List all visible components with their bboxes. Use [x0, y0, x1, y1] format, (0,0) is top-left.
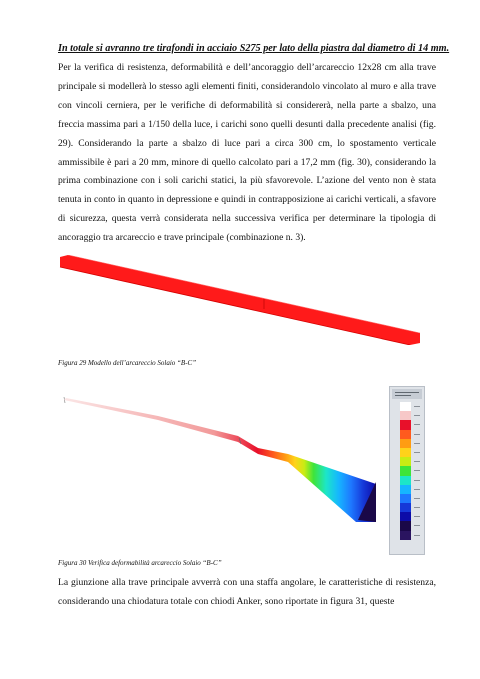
- legend-tick: [412, 476, 422, 485]
- legend-tick: [412, 439, 422, 448]
- legend-swatch: [400, 512, 411, 521]
- legend-tick: [412, 420, 422, 429]
- figure-30-deformation-plot: [58, 386, 428, 554]
- legend-tick: [412, 503, 422, 512]
- legend-swatch: [400, 485, 411, 494]
- legend-swatch: [400, 521, 411, 530]
- legend-swatch: [400, 439, 411, 448]
- beam-shape: [60, 255, 420, 345]
- legend-tick: [412, 448, 422, 457]
- beam-edge: [60, 267, 410, 345]
- beam-edge: [68, 255, 420, 333]
- legend-swatch: [400, 411, 411, 420]
- legend-tick: [412, 494, 422, 503]
- deformed-beam: [64, 398, 376, 522]
- legend-swatch: [400, 531, 411, 540]
- legend-swatch: [400, 420, 411, 429]
- figure-29-beam-model: [58, 255, 422, 345]
- legend-tick: [412, 411, 422, 420]
- legend-tick: [412, 457, 422, 466]
- legend-swatch: [400, 476, 411, 485]
- section-heading: In totale si avranno tre tirafondi in acciaio S275 per lato della piastra dal diametro di 14 mm.: [58, 43, 450, 54]
- body-paragraph-2: La giunzione alla trave principale avverrà con una staffa angolare, le caratteristiche di resistenza, considerando una chiodatura totale con chiodi Anker, sono riportate in figura 31, queste: [58, 577, 436, 607]
- legend-swatch: [400, 457, 411, 466]
- legend-ticks: [412, 402, 422, 540]
- figure-29-caption: Figura 29 Modello dell’arcareccio Solaio “B-C”: [58, 359, 197, 367]
- legend-swatch: [400, 402, 411, 411]
- legend-swatches: [400, 402, 411, 540]
- legend-tick: [412, 466, 422, 475]
- legend-title-box: [392, 389, 422, 399]
- legend-tick: [412, 512, 422, 521]
- legend-swatch: [400, 503, 411, 512]
- legend-swatch: [400, 466, 411, 475]
- legend-tick: [412, 521, 422, 530]
- body-paragraph-1: Per la verifica di resistenza, deformabilità e dell’ancoraggio dell’arcareccio 12x28 cm alla trave principale si modellerà lo stesso agli elementi finiti, considerandolo vincolato al muro e alla trave con vincoli cerniera, per le verifiche di deformabilità si considererà, nella parte a sbalzo, una freccia massima pari a 1/150 della luce, i carichi sono quelli desunti dalla precedente analisi (fig. 29). Considerando la parte a sbalzo di luce pari a circa 300 cm, lo spostamento verticale ammissibile è pari a 20 mm, minore di quello calcolato pari a 17,2 mm (fig. 30), considerando la prima combinazione con i soli carichi statici, la più sfavorevole. L’azione del vento non è stata tenuta in conto in quanto in depressione e quindi in contrapposizione ai carichi verticali, a sfavore di sicurezza, questa verrà considerata nella successiva verifica per determinare la tipologia di ancoraggio tra arcareccio e trave principale (combinazione n. 3).: [58, 62, 436, 244]
- legend-tick: [412, 485, 422, 494]
- legend-tick: [412, 402, 422, 411]
- legend-tick: [412, 430, 422, 439]
- figure-30-caption: Figura 30 Verifica deformabilità arcareccio Solaio “B-C”: [58, 559, 222, 567]
- legend-swatch: [400, 494, 411, 503]
- legend-tick: [412, 531, 422, 540]
- legend-swatch: [400, 448, 411, 457]
- legend-swatch: [400, 430, 411, 439]
- color-scale-legend: [389, 386, 425, 555]
